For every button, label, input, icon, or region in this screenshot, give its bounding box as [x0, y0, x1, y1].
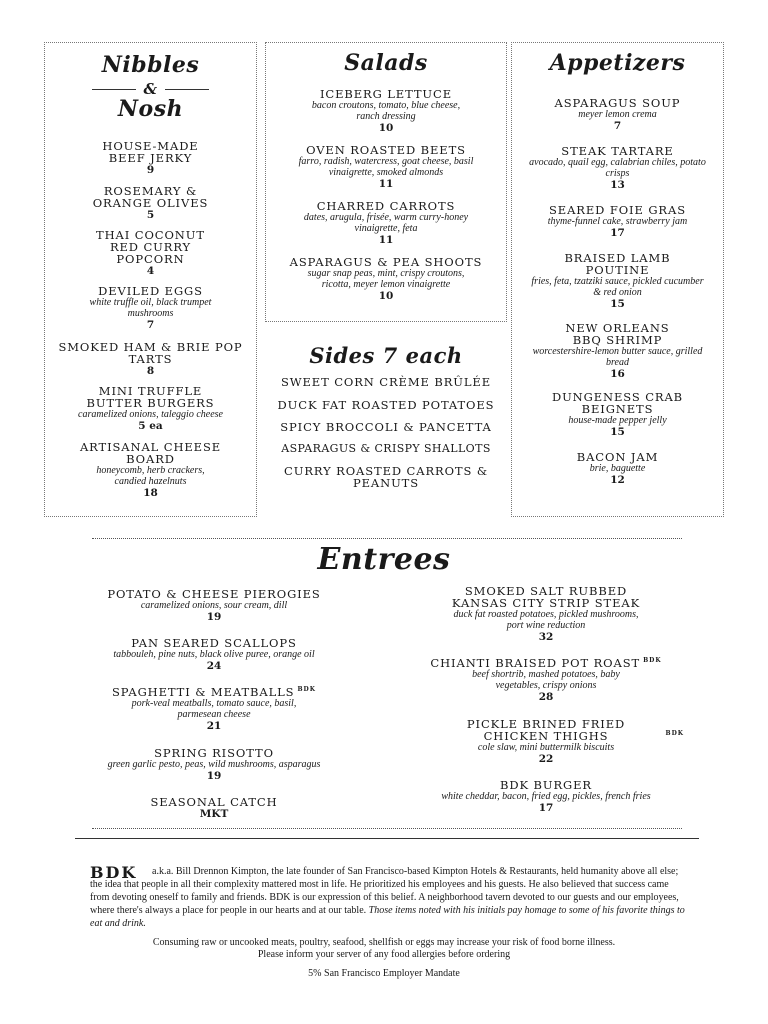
menu-item — [513, 145, 722, 191]
item-name: CHIANTI BRAISED POT ROAST — [430, 656, 641, 670]
item-description: beef shortrib, mashed potatoes, baby vegetables, crispy onions — [472, 669, 620, 691]
menu-item — [267, 200, 505, 246]
side-item — [262, 376, 510, 388]
menu-item — [60, 637, 368, 672]
item-description: brie, baguette — [589, 463, 646, 474]
nibbles-title — [46, 52, 255, 122]
menu-item — [267, 256, 505, 302]
menu-item — [267, 144, 505, 190]
nibbles-title-amp: & — [143, 80, 158, 98]
item-description: house-made pepper jelly — [568, 415, 667, 426]
item-description: white cheddar, bacon, fried egg, pickles, french fries — [441, 791, 651, 802]
item-description: green garlic pesto, peas, wild mushrooms, asparagus — [107, 759, 321, 770]
item-price: 7 — [613, 120, 622, 132]
item-price: 19 — [206, 611, 222, 623]
food-warning-line2: Please inform your server of any food allergies before ordering — [257, 949, 511, 960]
menu-item — [60, 796, 368, 820]
item-name: DEVILED EGGS — [98, 284, 203, 298]
item-description: caramelized onions, taleggio cheese — [78, 409, 223, 420]
side-name: ASPARAGUS & CRISPY SHALLOTS — [281, 442, 491, 455]
menu-item — [46, 285, 255, 331]
bdk-logo: BDK — [90, 863, 138, 882]
menu-item — [400, 657, 692, 703]
menu-item — [513, 252, 722, 310]
item-price: 19 — [206, 770, 222, 782]
item-name: NEW ORLEANS BBQ SHRIMP — [565, 321, 670, 347]
item-price: 7 — [146, 319, 155, 331]
item-description: meyer lemon crema — [578, 109, 657, 120]
item-description: white truffle oil, black trumpet mushrooms — [89, 297, 212, 319]
item-price: 11 — [378, 178, 394, 190]
item-name-row — [400, 718, 692, 742]
side-name: SWEET CORN CRÈME BRÛLÉE — [280, 375, 492, 389]
nibbles-title-rule-left — [92, 89, 136, 90]
menu-item — [60, 747, 368, 782]
side-item — [262, 465, 510, 489]
menu-item — [513, 391, 722, 438]
item-description: thyme-funnel cake, strawberry jam — [547, 216, 688, 227]
side-name: CURRY ROASTED CARROTS & PEANUTS — [284, 464, 488, 490]
side-item — [262, 421, 510, 433]
menu-item — [400, 718, 692, 765]
item-price: 5 — [146, 209, 155, 221]
item-price: 17 — [538, 802, 554, 814]
item-price: 10 — [378, 290, 394, 302]
item-name: THAI COCONUT RED CURRY POPCORN — [96, 228, 205, 266]
item-name: BDK BURGER — [500, 778, 592, 792]
side-item — [262, 443, 510, 455]
item-description: farro, radish, watercress, goat cheese, basil vinaigrette, smoked almonds — [298, 156, 474, 178]
menu-item — [60, 686, 368, 732]
item-name: ARTISANAL CHEESE BOARD — [79, 440, 222, 466]
item-name: SMOKED SALT RUBBED KANSAS CITY STRIP STEAK — [451, 584, 641, 610]
mandate-note: 5% San Francisco Employer Mandate — [308, 968, 460, 979]
menu-item — [60, 588, 368, 623]
food-warning-line1: Consuming raw or uncooked meats, poultry, seafood, shellfish or eggs may increase your risk of food borne illness. — [152, 937, 616, 948]
menu-item — [46, 441, 255, 499]
item-description: worcestershire-lemon butter sauce, grilled bread — [532, 346, 703, 368]
sides-title: Sides 7 each — [309, 343, 463, 368]
menu-item — [513, 204, 722, 239]
item-price: 18 — [143, 487, 158, 499]
menu-item — [267, 88, 505, 134]
menu-item — [46, 185, 255, 221]
item-description: pork-veal meatballs, tomato sauce, basil, parmesean cheese — [131, 698, 297, 720]
item-price: 10 — [378, 122, 394, 134]
item-name: POTATO & CHEESE PIEROGIES — [107, 587, 321, 601]
item-name: MINI TRUFFLE BUTTER BURGERS — [86, 384, 215, 410]
item-name: SPRING RISOTTO — [154, 746, 274, 760]
item-name: SPAGHETTI & MEATBALLS — [112, 685, 295, 699]
item-price: 15 — [610, 426, 625, 438]
item-price: MKT — [199, 808, 229, 820]
food-warning — [60, 937, 708, 961]
bdk-favorite-mark: BDK — [665, 730, 684, 737]
item-price: 12 — [610, 474, 625, 486]
nibbles-title-amp-row — [46, 78, 255, 98]
item-price: 32 — [538, 631, 554, 643]
side-item — [262, 399, 510, 411]
item-price: 16 — [610, 368, 625, 380]
divider-bottom-dotted — [92, 828, 682, 829]
item-price: 11 — [378, 234, 394, 246]
nibbles-title-rule-right — [165, 89, 209, 90]
entrees-title: Entrees — [317, 542, 451, 577]
item-description: duck fat roasted potatoes, pickled mushrooms, port wine reduction — [453, 609, 639, 631]
menu-item — [400, 585, 692, 643]
about-italic-text: Those items noted with his initials pay homage to some of his favorite things to eat and drink. — [90, 905, 685, 929]
item-description: sugar snap peas, mint, crispy croutons, ricotta, meyer lemon vinaigrette — [307, 268, 465, 290]
salads-title: Salads — [344, 50, 428, 76]
menu-item — [46, 229, 255, 277]
item-price: 28 — [538, 691, 554, 703]
menu-item — [46, 140, 255, 176]
item-name: BRAISED LAMB POUTINE — [564, 251, 671, 277]
nibbles-title-line2: Nosh — [117, 96, 184, 122]
bdk-favorite-mark: BDK — [297, 686, 316, 693]
item-description: caramelized onions, sour cream, dill — [140, 600, 288, 611]
item-name: SEARED FOIE GRAS — [549, 203, 686, 217]
appetizers-title: Appetizers — [549, 50, 686, 76]
item-price: 21 — [206, 720, 222, 732]
about-bdk-text — [90, 865, 690, 930]
menu-item — [46, 385, 255, 432]
item-name-row — [60, 686, 368, 698]
item-name: PAN SEARED SCALLOPS — [131, 636, 297, 650]
side-name: DUCK FAT ROASTED POTATOES — [277, 398, 495, 412]
divider-top — [92, 538, 682, 539]
menu-item — [400, 779, 692, 814]
item-description: fries, feta, tzatziki sauce, pickled cucumber & red onion — [531, 276, 704, 298]
item-description: bacon croutons, tomato, blue cheese, ranch dressing — [311, 100, 461, 122]
item-name: ICEBERG LETTUCE — [319, 87, 453, 101]
item-price: 15 — [610, 298, 625, 310]
item-name: CHARRED CARROTS — [316, 199, 456, 213]
item-name: ASPARAGUS SOUP — [554, 96, 681, 110]
item-name: HOUSE-MADE BEEF JERKY — [102, 139, 199, 165]
menu-item — [46, 341, 255, 377]
menu-item — [513, 97, 722, 132]
item-price: 17 — [610, 227, 625, 239]
item-name: SEASONAL CATCH — [150, 795, 278, 809]
about-text: a.k.a. Bill Drennon Kimpton, the late founder of San Francisco-based Kimpton Hotels & Restaurants, held humanity above all else; the idea that people in all their complexity mattered most in life. He prioritized his employees and his guests. He also believed that success came from devoting oneself to family and friends. BDK is our expression of this belief. A neighborhood tavern devoted to our guests and our employees, where there's always a place for people in our hearts and at our table. — [90, 866, 679, 916]
item-name: OVEN ROASTED BEETS — [306, 143, 466, 157]
menu-item — [513, 451, 722, 486]
item-description: honeycomb, herb crackers, candied hazelnuts — [96, 465, 205, 487]
item-price: 13 — [610, 179, 625, 191]
item-price: 4 — [146, 265, 155, 277]
menu-item — [513, 322, 722, 380]
item-description: tabbouleh, pine nuts, black olive puree, orange oil — [113, 649, 315, 660]
side-name: SPICY BROCCOLI & PANCETTA — [280, 420, 492, 434]
divider-bottom-solid — [75, 838, 699, 839]
item-name: SMOKED HAM & BRIE POP TARTS — [58, 340, 243, 366]
item-price: 24 — [206, 660, 222, 672]
item-price: 22 — [538, 753, 554, 765]
item-price: 8 — [146, 365, 155, 377]
item-price: 5 ea — [138, 420, 163, 432]
item-name: BACON JAM — [576, 450, 659, 464]
item-name: PICKLE BRINED FRIED CHICKEN THIGHS — [466, 717, 626, 743]
item-name: STEAK TARTARE — [561, 144, 674, 158]
item-name-row — [400, 657, 692, 669]
item-description: avocado, quail egg, calabrian chiles, potato crisps — [529, 157, 706, 179]
bdk-favorite-mark: BDK — [643, 657, 662, 664]
item-description: cole slaw, mini buttermilk biscuits — [477, 742, 615, 753]
item-name: DUNGENESS CRAB BEIGNETS — [551, 390, 684, 416]
nibbles-title-line1: Nibbles — [101, 52, 200, 78]
item-price: 9 — [146, 164, 155, 176]
item-name: ROSEMARY & ORANGE OLIVES — [92, 184, 209, 210]
item-name: ASPARAGUS & PEA SHOOTS — [289, 255, 483, 269]
item-description: dates, arugula, frisée, warm curry-honey vinaigrette, feta — [303, 212, 469, 234]
